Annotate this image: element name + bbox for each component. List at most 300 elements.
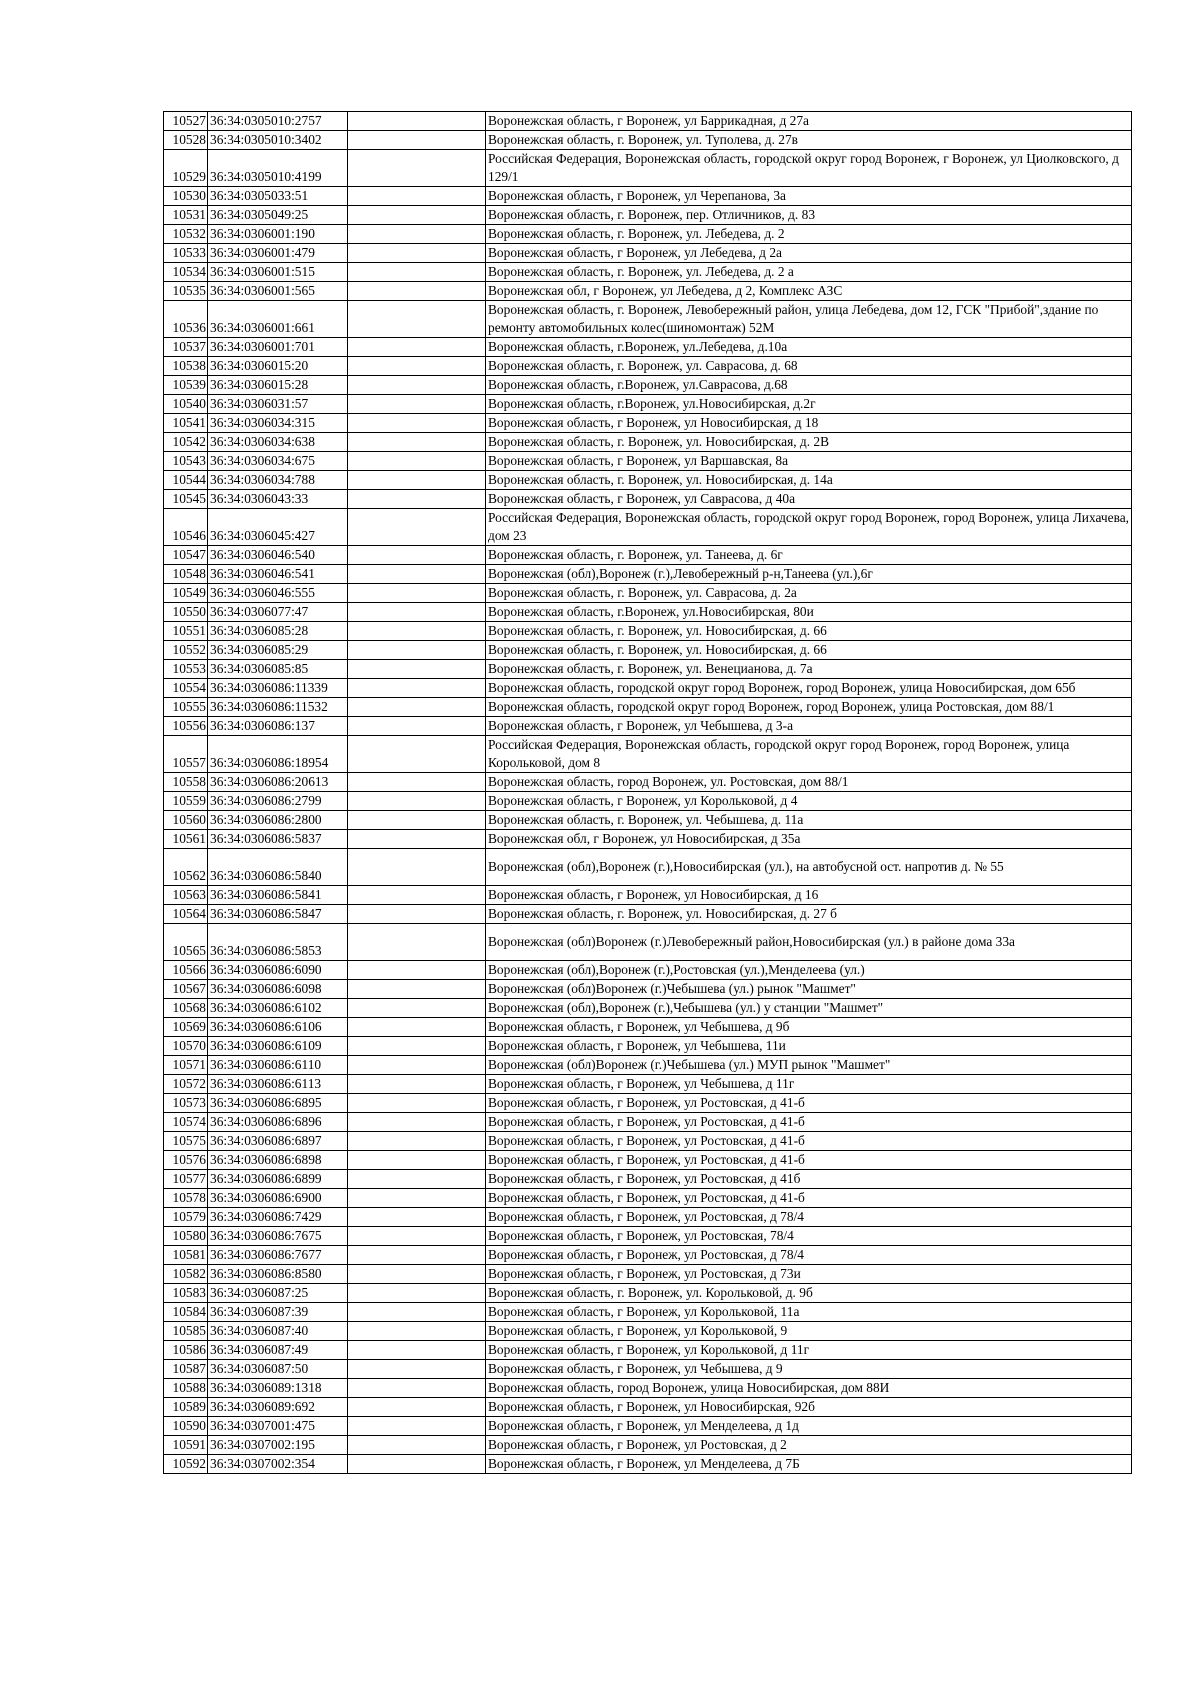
address-cell: Воронежская обл, г Воронеж, ул Лебедева, д 2, Комплекс АЗС bbox=[486, 282, 1132, 301]
table-row bbox=[164, 773, 1132, 792]
row-number-cell: 10570 bbox=[164, 1037, 208, 1056]
row-number-cell: 10534 bbox=[164, 263, 208, 282]
empty-cell bbox=[348, 584, 486, 603]
address-cell: Воронежская область, городской округ город Воронеж, город Воронеж, улица Ростовская, дом 88/1 bbox=[486, 698, 1132, 717]
cadastral-number-cell: 36:34:0306086:5847 bbox=[208, 905, 348, 924]
cadastral-table bbox=[163, 111, 1132, 1474]
empty-cell bbox=[348, 1189, 486, 1208]
row-number-cell: 10549 bbox=[164, 584, 208, 603]
address-cell: Воронежская область, г Воронеж, ул Корольковой, 11а bbox=[486, 1303, 1132, 1322]
empty-cell bbox=[348, 225, 486, 244]
table-row bbox=[164, 660, 1132, 679]
address-cell: Воронежская область, г. Воронеж, ул. Лебедева, д. 2 bbox=[486, 225, 1132, 244]
table-row bbox=[164, 717, 1132, 736]
empty-cell bbox=[348, 112, 486, 131]
empty-cell bbox=[348, 509, 486, 546]
empty-cell bbox=[348, 1056, 486, 1075]
table-row bbox=[164, 603, 1132, 622]
empty-cell bbox=[348, 433, 486, 452]
address-cell: Воронежская область, г.Воронеж, ул.Лебедева, д.10а bbox=[486, 338, 1132, 357]
table-row bbox=[164, 1455, 1132, 1474]
cadastral-number-cell: 36:34:0306001:565 bbox=[208, 282, 348, 301]
row-number-cell: 10562 bbox=[164, 849, 208, 886]
empty-cell bbox=[348, 1113, 486, 1132]
cadastral-number-cell: 36:34:0306086:6098 bbox=[208, 980, 348, 999]
table-row bbox=[164, 509, 1132, 546]
cadastral-number-cell: 36:34:0306086:6895 bbox=[208, 1094, 348, 1113]
address-cell: Воронежская область, г. Воронеж, ул. Танеева, д. 6г bbox=[486, 546, 1132, 565]
row-number-cell: 10546 bbox=[164, 509, 208, 546]
table-row bbox=[164, 1056, 1132, 1075]
cadastral-number-cell: 36:34:0306087:25 bbox=[208, 1284, 348, 1303]
address-cell: Воронежская область, город Воронеж, ул. Ростовская, дом 88/1 bbox=[486, 773, 1132, 792]
empty-cell bbox=[348, 773, 486, 792]
address-cell: Воронежская область, г Воронеж, ул Ростовская, д 41-б bbox=[486, 1151, 1132, 1170]
address-cell: Воронежская (обл),Воронеж (г.),Ростовская (ул.),Менделеева (ул.) bbox=[486, 961, 1132, 980]
table-row bbox=[164, 622, 1132, 641]
empty-cell bbox=[348, 1132, 486, 1151]
row-number-cell: 10535 bbox=[164, 282, 208, 301]
row-number-cell: 10552 bbox=[164, 641, 208, 660]
empty-cell bbox=[348, 980, 486, 999]
address-cell: Воронежская область, г Воронеж, ул Ростовская, д 41-б bbox=[486, 1094, 1132, 1113]
empty-cell bbox=[348, 301, 486, 338]
empty-cell bbox=[348, 1151, 486, 1170]
row-number-cell: 10540 bbox=[164, 395, 208, 414]
empty-cell bbox=[348, 376, 486, 395]
cadastral-number-cell: 36:34:0306086:18954 bbox=[208, 736, 348, 773]
cadastral-number-cell: 36:34:0306001:661 bbox=[208, 301, 348, 338]
empty-cell bbox=[348, 1455, 486, 1474]
address-cell: Воронежская область, г. Воронеж, ул. Новосибирская, д. 2В bbox=[486, 433, 1132, 452]
address-cell: Воронежская область, г Воронеж, ул Менделеева, д 7Б bbox=[486, 1455, 1132, 1474]
cadastral-number-cell: 36:34:0306001:701 bbox=[208, 338, 348, 357]
table-row bbox=[164, 1189, 1132, 1208]
empty-cell bbox=[348, 792, 486, 811]
address-cell: Воронежская область, г Воронеж, ул Менделеева, д 1д bbox=[486, 1417, 1132, 1436]
empty-cell bbox=[348, 1417, 486, 1436]
empty-cell bbox=[348, 131, 486, 150]
address-cell: Воронежская область, г Воронеж, ул Ростовская, д 78/4 bbox=[486, 1246, 1132, 1265]
row-number-cell: 10589 bbox=[164, 1398, 208, 1417]
table-row bbox=[164, 546, 1132, 565]
empty-cell bbox=[348, 1436, 486, 1455]
cadastral-number-cell: 36:34:0306034:315 bbox=[208, 414, 348, 433]
empty-cell bbox=[348, 999, 486, 1018]
row-number-cell: 10555 bbox=[164, 698, 208, 717]
table-row bbox=[164, 1113, 1132, 1132]
table-row bbox=[164, 886, 1132, 905]
row-number-cell: 10591 bbox=[164, 1436, 208, 1455]
empty-cell bbox=[348, 206, 486, 225]
table-row bbox=[164, 301, 1132, 338]
table-row bbox=[164, 150, 1132, 187]
table-row bbox=[164, 206, 1132, 225]
table-row bbox=[164, 225, 1132, 244]
address-cell: Воронежская область, г Воронеж, ул Ростовская, д 41-б bbox=[486, 1113, 1132, 1132]
table-row bbox=[164, 112, 1132, 131]
cadastral-number-cell: 36:34:0306086:6090 bbox=[208, 961, 348, 980]
empty-cell bbox=[348, 357, 486, 376]
cadastral-number-cell: 36:34:0305010:3402 bbox=[208, 131, 348, 150]
address-cell: Воронежская область, г.Воронеж, ул.Новосибирская, д.2г bbox=[486, 395, 1132, 414]
address-cell: Воронежская область, г Воронеж, ул Ростовская, д 41б bbox=[486, 1170, 1132, 1189]
table-row bbox=[164, 849, 1132, 886]
cadastral-number-cell: 36:34:0307001:475 bbox=[208, 1417, 348, 1436]
empty-cell bbox=[348, 1018, 486, 1037]
row-number-cell: 10548 bbox=[164, 565, 208, 584]
address-cell: Воронежская область, г Воронеж, ул Ростовская, 78/4 bbox=[486, 1227, 1132, 1246]
table-row bbox=[164, 1341, 1132, 1360]
address-cell: Воронежская область, г Воронеж, ул Новосибирская, д 18 bbox=[486, 414, 1132, 433]
empty-cell bbox=[348, 924, 486, 961]
empty-cell bbox=[348, 282, 486, 301]
cadastral-number-cell: 36:34:0306086:2800 bbox=[208, 811, 348, 830]
row-number-cell: 10556 bbox=[164, 717, 208, 736]
address-cell: Воронежская область, г Воронеж, ул Корольковой, д 4 bbox=[486, 792, 1132, 811]
empty-cell bbox=[348, 263, 486, 282]
table-row bbox=[164, 980, 1132, 999]
cadastral-number-cell: 36:34:0305049:25 bbox=[208, 206, 348, 225]
row-number-cell: 10590 bbox=[164, 1417, 208, 1436]
table-row bbox=[164, 830, 1132, 849]
cadastral-number-cell: 36:34:0306086:5840 bbox=[208, 849, 348, 886]
empty-cell bbox=[348, 1284, 486, 1303]
table-row bbox=[164, 584, 1132, 603]
table-row bbox=[164, 961, 1132, 980]
row-number-cell: 10577 bbox=[164, 1170, 208, 1189]
address-cell: Воронежская область, г. Воронеж, ул. Венецианова, д. 7а bbox=[486, 660, 1132, 679]
address-cell: Воронежская область, г Воронеж, ул Ростовская, д 41-б bbox=[486, 1189, 1132, 1208]
cadastral-number-cell: 36:34:0306086:8580 bbox=[208, 1265, 348, 1284]
empty-cell bbox=[348, 905, 486, 924]
table-row bbox=[164, 1303, 1132, 1322]
cadastral-number-cell: 36:34:0306043:33 bbox=[208, 490, 348, 509]
table-row bbox=[164, 1417, 1132, 1436]
address-cell: Воронежская область, г.Воронеж, ул.Новосибирская, 80и bbox=[486, 603, 1132, 622]
table-row bbox=[164, 565, 1132, 584]
address-cell: Воронежская область, г Воронеж, ул Ростовская, д 73и bbox=[486, 1265, 1132, 1284]
address-cell: Воронежская область, г Воронеж, ул Чебышева, 11и bbox=[486, 1037, 1132, 1056]
empty-cell bbox=[348, 679, 486, 698]
cadastral-number-cell: 36:34:0306086:20613 bbox=[208, 773, 348, 792]
empty-cell bbox=[348, 641, 486, 660]
table-row bbox=[164, 1094, 1132, 1113]
row-number-cell: 10574 bbox=[164, 1113, 208, 1132]
empty-cell bbox=[348, 1360, 486, 1379]
table-row bbox=[164, 1284, 1132, 1303]
empty-cell bbox=[348, 1341, 486, 1360]
row-number-cell: 10571 bbox=[164, 1056, 208, 1075]
table-row bbox=[164, 357, 1132, 376]
cadastral-number-cell: 36:34:0306086:7675 bbox=[208, 1227, 348, 1246]
row-number-cell: 10553 bbox=[164, 660, 208, 679]
table-row bbox=[164, 641, 1132, 660]
address-cell: Воронежская область, г. Воронеж, пер. Отличников, д. 83 bbox=[486, 206, 1132, 225]
cadastral-number-cell: 36:34:0306086:7677 bbox=[208, 1246, 348, 1265]
row-number-cell: 10587 bbox=[164, 1360, 208, 1379]
row-number-cell: 10583 bbox=[164, 1284, 208, 1303]
address-cell: Воронежская (обл)Воронеж (г.)Чебышева (ул.) рынок "Машмет" bbox=[486, 980, 1132, 999]
row-number-cell: 10564 bbox=[164, 905, 208, 924]
row-number-cell: 10561 bbox=[164, 830, 208, 849]
row-number-cell: 10528 bbox=[164, 131, 208, 150]
cadastral-number-cell: 36:34:0306086:6109 bbox=[208, 1037, 348, 1056]
row-number-cell: 10567 bbox=[164, 980, 208, 999]
cadastral-number-cell: 36:34:0305033:51 bbox=[208, 187, 348, 206]
empty-cell bbox=[348, 698, 486, 717]
address-cell: Воронежская область, г. Воронеж, ул. Новосибирская, д. 27 б bbox=[486, 905, 1132, 924]
address-cell: Российская Федерация, Воронежская область, городской округ город Воронеж, город Воронеж, улица Корольковой, дом 8 bbox=[486, 736, 1132, 773]
table-row bbox=[164, 1398, 1132, 1417]
row-number-cell: 10544 bbox=[164, 471, 208, 490]
row-number-cell: 10536 bbox=[164, 301, 208, 338]
address-cell: Воронежская обл, г Воронеж, ул Новосибирская, д 35а bbox=[486, 830, 1132, 849]
cadastral-number-cell: 36:34:0306086:11339 bbox=[208, 679, 348, 698]
empty-cell bbox=[348, 1398, 486, 1417]
empty-cell bbox=[348, 1037, 486, 1056]
address-cell: Воронежская область, г Воронеж, ул Чебышева, д 3-а bbox=[486, 717, 1132, 736]
cadastral-number-cell: 36:34:0306086:6899 bbox=[208, 1170, 348, 1189]
empty-cell bbox=[348, 1322, 486, 1341]
empty-cell bbox=[348, 244, 486, 263]
address-cell: Воронежская область, г Воронеж, ул Корольковой, д 11г bbox=[486, 1341, 1132, 1360]
address-cell: Воронежская (обл),Воронеж (г.),Новосибирская (ул.), на автобусной ост. напротив д. № 55 bbox=[486, 849, 1132, 886]
empty-cell bbox=[348, 395, 486, 414]
address-cell: Воронежская область, г. Воронеж, ул. Новосибирская, д. 66 bbox=[486, 622, 1132, 641]
empty-cell bbox=[348, 452, 486, 471]
address-cell: Воронежская область, г Воронеж, ул Ростовская, д 78/4 bbox=[486, 1208, 1132, 1227]
row-number-cell: 10550 bbox=[164, 603, 208, 622]
cadastral-number-cell: 36:34:0306086:6102 bbox=[208, 999, 348, 1018]
address-cell: Воронежская область, г Воронеж, ул Чебышева, д 11г bbox=[486, 1075, 1132, 1094]
empty-cell bbox=[348, 546, 486, 565]
row-number-cell: 10579 bbox=[164, 1208, 208, 1227]
cadastral-number-cell: 36:34:0306034:638 bbox=[208, 433, 348, 452]
row-number-cell: 10558 bbox=[164, 773, 208, 792]
cadastral-number-cell: 36:34:0306077:47 bbox=[208, 603, 348, 622]
empty-cell bbox=[348, 603, 486, 622]
address-cell: Воронежская область, г. Воронеж, ул. Лебедева, д. 2 а bbox=[486, 263, 1132, 282]
table-row bbox=[164, 471, 1132, 490]
table-row bbox=[164, 433, 1132, 452]
cadastral-number-cell: 36:34:0306085:28 bbox=[208, 622, 348, 641]
address-cell: Воронежская область, г Воронеж, ул Ростовская, д 2 bbox=[486, 1436, 1132, 1455]
cadastral-number-cell: 36:34:0306086:5853 bbox=[208, 924, 348, 961]
table-row bbox=[164, 414, 1132, 433]
row-number-cell: 10538 bbox=[164, 357, 208, 376]
table-row bbox=[164, 490, 1132, 509]
row-number-cell: 10537 bbox=[164, 338, 208, 357]
address-cell: Воронежская область, г Воронеж, ул Корольковой, 9 bbox=[486, 1322, 1132, 1341]
address-cell: Воронежская область, г Воронеж, ул Саврасова, д 40а bbox=[486, 490, 1132, 509]
table-row bbox=[164, 1208, 1132, 1227]
address-cell: Воронежская область, г Воронеж, ул Лебедева, д 2а bbox=[486, 244, 1132, 263]
row-number-cell: 10545 bbox=[164, 490, 208, 509]
cadastral-number-cell: 36:34:0306034:788 bbox=[208, 471, 348, 490]
empty-cell bbox=[348, 490, 486, 509]
table-row bbox=[164, 1265, 1132, 1284]
address-cell: Воронежская область, городской округ город Воронеж, город Воронеж, улица Новосибирская, дом 65б bbox=[486, 679, 1132, 698]
cadastral-number-cell: 36:34:0306087:49 bbox=[208, 1341, 348, 1360]
row-number-cell: 10573 bbox=[164, 1094, 208, 1113]
table-row bbox=[164, 811, 1132, 830]
table-row bbox=[164, 131, 1132, 150]
address-cell: Воронежская область, г. Воронеж, ул. Новосибирская, д. 66 bbox=[486, 641, 1132, 660]
cadastral-number-cell: 36:34:0306001:515 bbox=[208, 263, 348, 282]
address-cell: Российская Федерация, Воронежская область, городской округ город Воронеж, г Воронеж, ул Циолковского, д 129/1 bbox=[486, 150, 1132, 187]
address-cell: Воронежская область, г. Воронеж, ул. Саврасова, д. 2а bbox=[486, 584, 1132, 603]
address-cell: Воронежская область, г. Воронеж, ул. Корольковой, д. 9б bbox=[486, 1284, 1132, 1303]
address-cell: Воронежская (обл)Воронеж (г.)Чебышева (ул.) МУП рынок "Машмет" bbox=[486, 1056, 1132, 1075]
table-row bbox=[164, 792, 1132, 811]
cadastral-number-cell: 36:34:0306086:6898 bbox=[208, 1151, 348, 1170]
address-cell: Воронежская область, г.Воронеж, ул.Саврасова, д.68 bbox=[486, 376, 1132, 395]
empty-cell bbox=[348, 886, 486, 905]
address-cell: Воронежская область, г. Воронеж, ул. Новосибирская, д. 14а bbox=[486, 471, 1132, 490]
address-cell: Воронежская (обл),Воронеж (г.),Чебышева (ул.) у станции "Машмет" bbox=[486, 999, 1132, 1018]
address-cell: Воронежская область, город Воронеж, улица Новосибирская, дом 88И bbox=[486, 1379, 1132, 1398]
table-row bbox=[164, 1227, 1132, 1246]
cadastral-number-cell: 36:34:0306086:2799 bbox=[208, 792, 348, 811]
table-row bbox=[164, 905, 1132, 924]
row-number-cell: 10585 bbox=[164, 1322, 208, 1341]
row-number-cell: 10542 bbox=[164, 433, 208, 452]
row-number-cell: 10554 bbox=[164, 679, 208, 698]
cadastral-number-cell: 36:34:0306086:6106 bbox=[208, 1018, 348, 1037]
cadastral-number-cell: 36:34:0306086:137 bbox=[208, 717, 348, 736]
table-row bbox=[164, 187, 1132, 206]
row-number-cell: 10530 bbox=[164, 187, 208, 206]
cadastral-number-cell: 36:34:0306086:7429 bbox=[208, 1208, 348, 1227]
address-cell: Воронежская область, г Воронеж, ул Чебышева, д 9 bbox=[486, 1360, 1132, 1379]
address-cell: Воронежская область, г Воронеж, ул Новосибирская, 92б bbox=[486, 1398, 1132, 1417]
cadastral-number-cell: 36:34:0306086:6897 bbox=[208, 1132, 348, 1151]
table-row bbox=[164, 282, 1132, 301]
cadastral-number-cell: 36:34:0306034:675 bbox=[208, 452, 348, 471]
table-row bbox=[164, 263, 1132, 282]
empty-cell bbox=[348, 1094, 486, 1113]
cadastral-number-cell: 36:34:0306086:11532 bbox=[208, 698, 348, 717]
table-row bbox=[164, 376, 1132, 395]
cadastral-number-cell: 36:34:0306089:1318 bbox=[208, 1379, 348, 1398]
address-cell: Воронежская область, г Воронеж, ул Новосибирская, д 16 bbox=[486, 886, 1132, 905]
empty-cell bbox=[348, 187, 486, 206]
cadastral-number-cell: 36:34:0306087:39 bbox=[208, 1303, 348, 1322]
cadastral-number-cell: 36:34:0306001:479 bbox=[208, 244, 348, 263]
address-cell: Воронежская область, г Воронеж, ул Ростовская, д 41-б bbox=[486, 1132, 1132, 1151]
cadastral-number-cell: 36:34:0306015:28 bbox=[208, 376, 348, 395]
empty-cell bbox=[348, 961, 486, 980]
row-number-cell: 10532 bbox=[164, 225, 208, 244]
address-cell: Воронежская (обл)Воронеж (г.)Левобережный район,Новосибирская (ул.) в районе дома 33а bbox=[486, 924, 1132, 961]
row-number-cell: 10572 bbox=[164, 1075, 208, 1094]
cadastral-number-cell: 36:34:0306086:5841 bbox=[208, 886, 348, 905]
empty-cell bbox=[348, 830, 486, 849]
cadastral-number-cell: 36:34:0306015:20 bbox=[208, 357, 348, 376]
table-row bbox=[164, 1037, 1132, 1056]
row-number-cell: 10580 bbox=[164, 1227, 208, 1246]
table-row bbox=[164, 1322, 1132, 1341]
row-number-cell: 10533 bbox=[164, 244, 208, 263]
cadastral-number-cell: 36:34:0306086:6896 bbox=[208, 1113, 348, 1132]
empty-cell bbox=[348, 414, 486, 433]
table-row bbox=[164, 736, 1132, 773]
row-number-cell: 10557 bbox=[164, 736, 208, 773]
cadastral-number-cell: 36:34:0306086:6113 bbox=[208, 1075, 348, 1094]
row-number-cell: 10551 bbox=[164, 622, 208, 641]
row-number-cell: 10592 bbox=[164, 1455, 208, 1474]
table-row bbox=[164, 244, 1132, 263]
row-number-cell: 10569 bbox=[164, 1018, 208, 1037]
address-cell: Воронежская область, г. Воронеж, Левобережный район, улица Лебедева, дом 12, ГСК "Прибой",здание по ремонту автомобильных колес(шиномонтаж) 52М bbox=[486, 301, 1132, 338]
empty-cell bbox=[348, 1246, 486, 1265]
row-number-cell: 10566 bbox=[164, 961, 208, 980]
cadastral-number-cell: 36:34:0306045:427 bbox=[208, 509, 348, 546]
empty-cell bbox=[348, 1208, 486, 1227]
row-number-cell: 10578 bbox=[164, 1189, 208, 1208]
address-cell: Воронежская область, г. Воронеж, ул. Туполева, д. 27в bbox=[486, 131, 1132, 150]
table-row bbox=[164, 1018, 1132, 1037]
row-number-cell: 10539 bbox=[164, 376, 208, 395]
address-cell: Воронежская область, г Воронеж, ул Баррикадная, д 27а bbox=[486, 112, 1132, 131]
address-cell: Воронежская область, г Воронеж, ул Варшавская, 8а bbox=[486, 452, 1132, 471]
address-cell: Российская Федерация, Воронежская область, городской округ город Воронеж, город Воронеж, улица Лихачева, дом 23 bbox=[486, 509, 1132, 546]
empty-cell bbox=[348, 622, 486, 641]
cadastral-number-cell: 36:34:0306031:57 bbox=[208, 395, 348, 414]
row-number-cell: 10529 bbox=[164, 150, 208, 187]
cadastral-number-cell: 36:34:0306046:555 bbox=[208, 584, 348, 603]
empty-cell bbox=[348, 1265, 486, 1284]
cadastral-number-cell: 36:34:0306086:6900 bbox=[208, 1189, 348, 1208]
table-row bbox=[164, 1151, 1132, 1170]
row-number-cell: 10586 bbox=[164, 1341, 208, 1360]
empty-cell bbox=[348, 717, 486, 736]
cadastral-number-cell: 36:34:0306086:6110 bbox=[208, 1056, 348, 1075]
row-number-cell: 10568 bbox=[164, 999, 208, 1018]
row-number-cell: 10531 bbox=[164, 206, 208, 225]
table-row bbox=[164, 452, 1132, 471]
table-row bbox=[164, 1436, 1132, 1455]
cadastral-number-cell: 36:34:0306086:5837 bbox=[208, 830, 348, 849]
cadastral-number-cell: 36:34:0306085:29 bbox=[208, 641, 348, 660]
empty-cell bbox=[348, 1227, 486, 1246]
cadastral-number-cell: 36:34:0305010:4199 bbox=[208, 150, 348, 187]
row-number-cell: 10563 bbox=[164, 886, 208, 905]
cadastral-number-cell: 36:34:0306089:692 bbox=[208, 1398, 348, 1417]
row-number-cell: 10582 bbox=[164, 1265, 208, 1284]
cadastral-number-cell: 36:34:0306046:541 bbox=[208, 565, 348, 584]
table-row bbox=[164, 1246, 1132, 1265]
empty-cell bbox=[348, 150, 486, 187]
row-number-cell: 10565 bbox=[164, 924, 208, 961]
address-cell: Воронежская область, г Воронеж, ул Черепанова, 3а bbox=[486, 187, 1132, 206]
cadastral-number-cell: 36:34:0306001:190 bbox=[208, 225, 348, 244]
row-number-cell: 10560 bbox=[164, 811, 208, 830]
address-cell: Воронежская (обл),Воронеж (г.),Левобережный р-н,Танеева (ул.),6г bbox=[486, 565, 1132, 584]
row-number-cell: 10584 bbox=[164, 1303, 208, 1322]
row-number-cell: 10547 bbox=[164, 546, 208, 565]
cadastral-table-body bbox=[164, 112, 1132, 1474]
table-row bbox=[164, 395, 1132, 414]
cadastral-number-cell: 36:34:0306087:50 bbox=[208, 1360, 348, 1379]
row-number-cell: 10575 bbox=[164, 1132, 208, 1151]
cadastral-number-cell: 36:34:0307002:195 bbox=[208, 1436, 348, 1455]
empty-cell bbox=[348, 565, 486, 584]
empty-cell bbox=[348, 660, 486, 679]
empty-cell bbox=[348, 1379, 486, 1398]
row-number-cell: 10543 bbox=[164, 452, 208, 471]
